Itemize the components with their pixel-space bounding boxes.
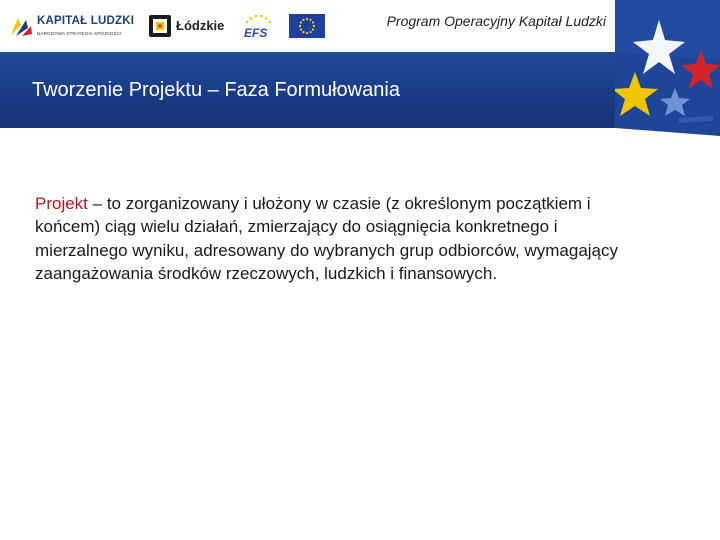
efs-stars-icon [243,13,273,25]
efs-logo [241,13,275,41]
definition-paragraph [35,192,635,286]
lodzkie-mark-icon [148,14,172,38]
eu-flag-icon [289,14,325,38]
program-name: Program Operacyjny Kapitał Ludzki [386,13,606,29]
definition-term: Projekt [35,194,88,213]
kapital-ludzki-title: KAPITAŁ LUDZKI [37,15,135,27]
slide-title: Tworzenie Projektu – Faza Formułowania [32,79,400,101]
efs-text: EFS [244,26,268,40]
lodzkie-name: Łódzkie [176,18,225,33]
kapital-ludzki-logo [8,12,138,42]
lodzkie-logo [148,14,232,40]
logo-strip [0,0,615,52]
kapital-ludzki-mark-icon [8,14,34,40]
kapital-ludzki-subtitle: NARODOWA STRATEGIA SPÓJNOŚCI [37,31,122,36]
definition-text: – to zorganizowany i ułożony w czasie (z określonym początkiem i końcem) ciąg wielu działań, zmierzający do osiągnięcia konkretnego i mierzalnego wyniku, adresowany do wybranych grup odbiorców, wymagający zaangażowania środków rzeczowych, ludzkich i finansowych. [35,194,619,284]
stars-decoration-icon [615,0,720,140]
